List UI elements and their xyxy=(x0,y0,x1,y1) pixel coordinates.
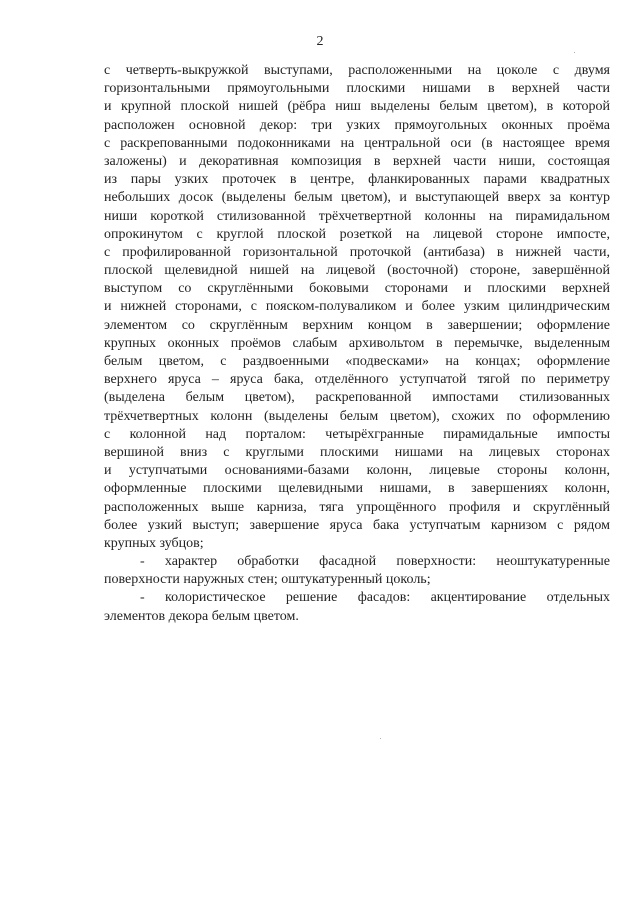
text-line: элементом со скруглённым верхним концом в завершении; оформление xyxy=(104,317,610,333)
text-line: крупных зубцов; xyxy=(104,535,204,551)
text-line: белым цветом, с раздвоенными «подвесками» на концах; оформление xyxy=(104,354,610,369)
scan-artifact xyxy=(574,52,575,53)
text-line: заложены) и декоративная композиция в верхней части ниши, состоящая xyxy=(104,153,610,169)
text-line: и уступчатыми основаниями-базами колонн, лицевые стороны колонн, xyxy=(104,463,610,479)
text-line: с четверть-выкружкой выступами, расположенными на цоколе с двумя xyxy=(104,63,610,78)
text-line: и нижней сторонами, с пояском-полуваликом и более узким цилиндрическим xyxy=(104,299,610,315)
text-line: элементов декора белым цветом. xyxy=(104,608,299,624)
text-line: крупных оконных проёмов слабым архивольтом в перемычке, выделенным xyxy=(104,335,610,351)
text-line: верхнего яруса – яруса бака, отделённого уступчатой тягой по периметру xyxy=(104,372,610,388)
text-line: опрокинутом с круглой плоской розеткой на лицевой стороне импосте, xyxy=(104,226,610,242)
paragraph-color-solution xyxy=(104,589,610,625)
text-line: выступом со скруглёнными боковыми сторонами и плоскими верхней xyxy=(104,281,610,297)
text-line: из пары узких проточек в центре, фланкированных парами квадратных xyxy=(104,172,610,188)
text-line: вершиной вниз с круглыми плоскими нишами на лицевых сторонах xyxy=(104,444,610,460)
text-line: (выделена белым цветом), раскрепованной импостами стилизованных xyxy=(104,390,610,406)
list-item-line: - характер обработки фасадной поверхности: неоштукатуренные xyxy=(140,554,610,570)
paragraph-decor-description xyxy=(104,62,610,553)
list-item-line: - колористическое решение фасадов: акцентирование отдельных xyxy=(140,590,610,606)
text-line: с колонной над порталом: четырёхгранные пирамидальные импосты xyxy=(104,426,610,442)
text-line: ниши короткой стилизованной трёхчетвертной колонны на пирамидальном xyxy=(104,208,610,224)
text-line: с профилированной горизонтальной проточкой (антибаза) в нижней части, xyxy=(104,244,610,260)
text-line: с раскрепованными подоконниками на центральной оси (в настоящее время xyxy=(104,135,610,151)
text-line: горизонтальными прямоугольными плоскими нишами в верхней части xyxy=(104,81,610,97)
document-body xyxy=(104,62,610,626)
text-line: небольших досок (выделены белым цветом), и выступающей вверх за контур xyxy=(104,190,610,206)
paragraph-surface-character xyxy=(104,553,610,589)
text-line: оформленные плоскими щелевидными нишами, в завершениях колонн, xyxy=(104,481,610,497)
page-number: 2 xyxy=(316,34,324,49)
text-line: расположен основной декор: три узких прямоугольных оконных проёма xyxy=(104,117,610,133)
text-line: более узкий выступ; завершение яруса бака уступчатым карнизом с рядом xyxy=(104,517,610,533)
text-line: расположенных выше карниза, тяга упрощённого профиля и скруглённый xyxy=(104,499,610,515)
text-line: трёхчетвертных колонн (выделены белым цветом), схожих по оформлению xyxy=(104,408,610,424)
scan-artifact xyxy=(380,738,381,739)
text-line: поверхности наружных стен; оштукатуренный цоколь; xyxy=(104,572,431,588)
text-line: и крупной плоской нишей (рёбра ниш выделены белым цветом), в которой xyxy=(104,99,610,115)
text-line: плоской щелевидной нишей на лицевой (восточной) стороне, завершённой xyxy=(104,263,610,279)
